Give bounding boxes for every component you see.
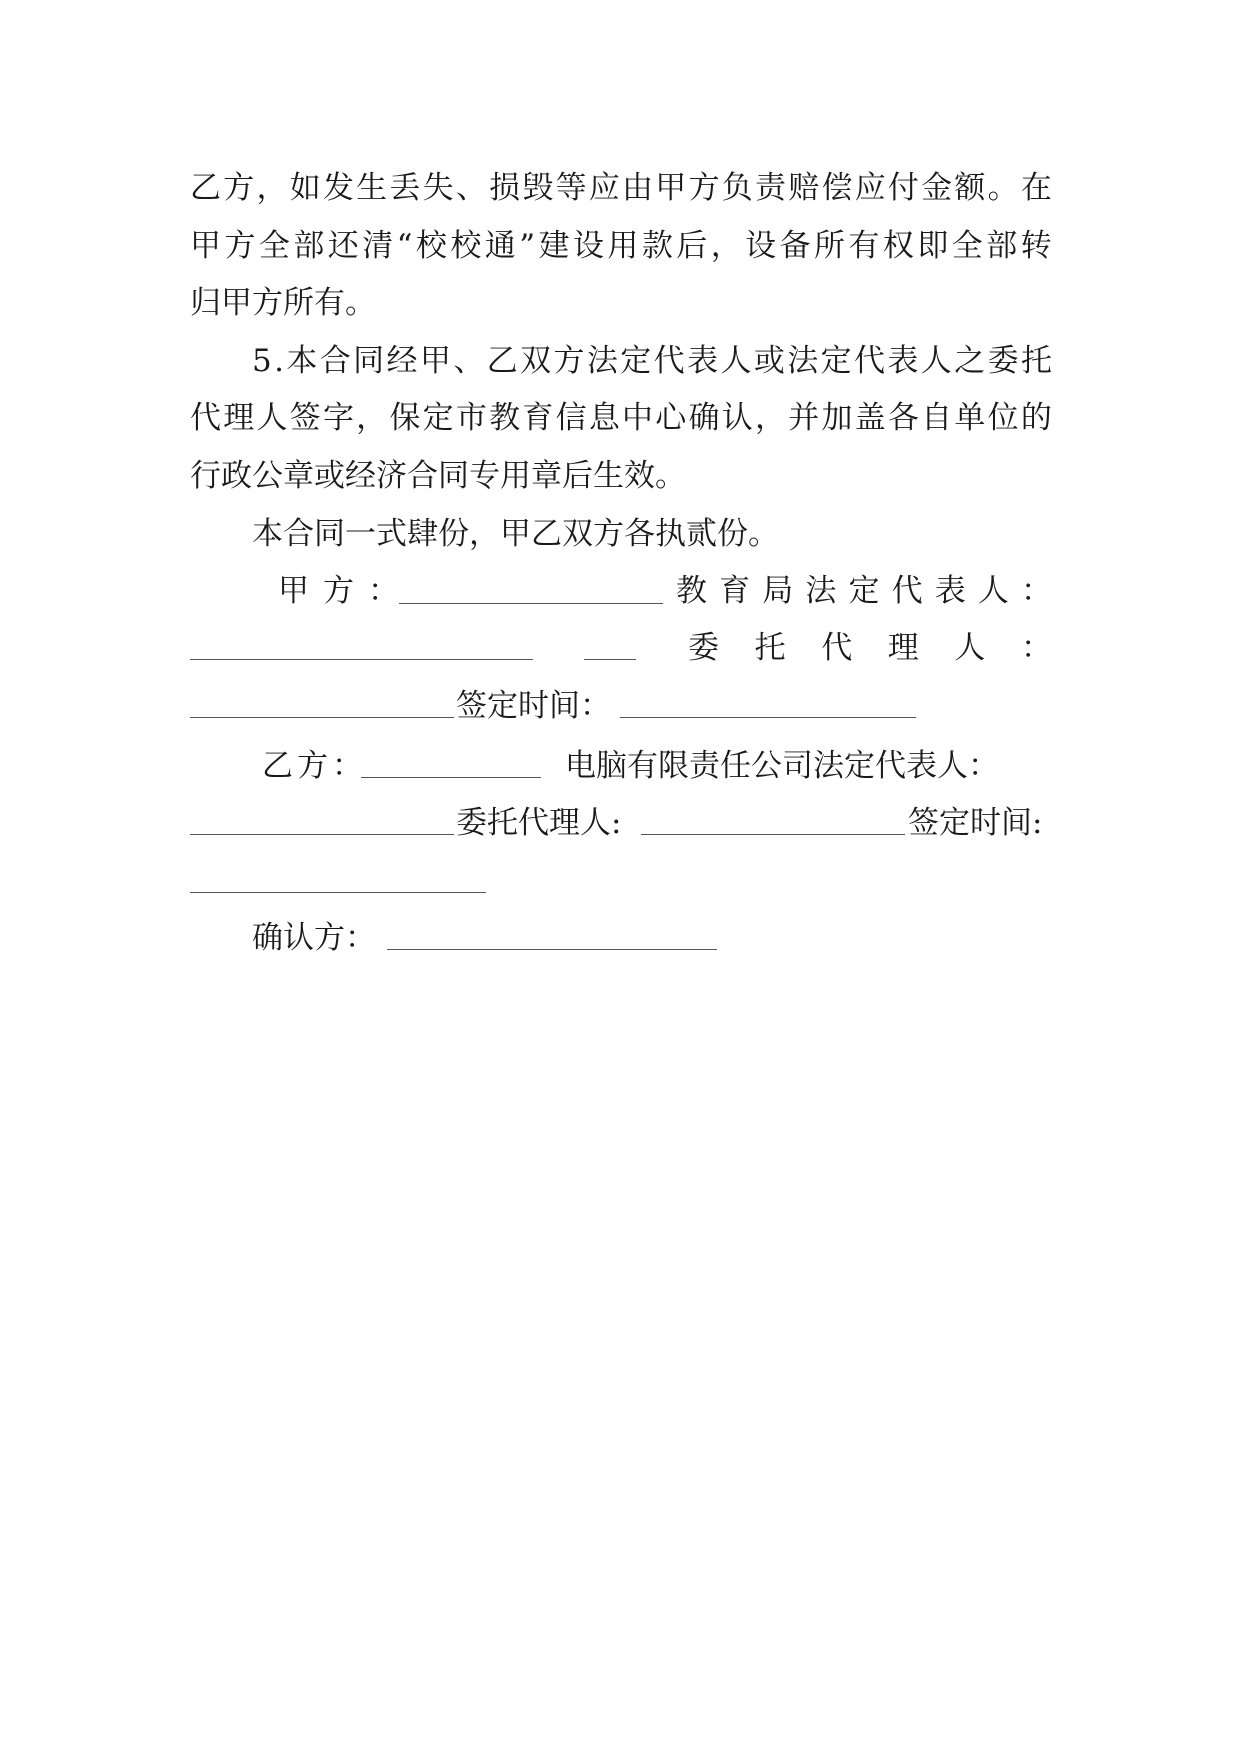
- party-b-agent-blank[interactable]: [641, 806, 905, 835]
- char: 。: [987, 170, 1019, 206]
- char: 乙: [190, 170, 221, 206]
- char: 部: [986, 228, 1018, 264]
- paragraph-2-line-1: [252, 341, 1052, 381]
- party-b-date-blank[interactable]: [190, 864, 486, 893]
- char: 心: [655, 400, 687, 436]
- char: 委: [688, 630, 719, 666]
- char: 委: [987, 343, 1019, 379]
- char: 字: [322, 400, 354, 436]
- char: 人: [954, 630, 986, 666]
- char: 代: [854, 343, 886, 379]
- char: 全: [951, 228, 983, 264]
- char: 校: [415, 228, 447, 264]
- char: 各: [887, 400, 919, 436]
- char: 育: [719, 573, 751, 609]
- char: 的: [1020, 400, 1052, 436]
- char: 保: [389, 400, 421, 436]
- char: 代: [190, 400, 221, 436]
- char: 育: [522, 400, 554, 436]
- party-a-rep-blank[interactable]: [190, 631, 533, 660]
- char: 盖: [854, 400, 886, 436]
- char: 认: [721, 400, 753, 436]
- char: 并: [788, 400, 820, 436]
- char: 人: [256, 400, 288, 436]
- confirm-label: 确认方：: [252, 920, 376, 956]
- char: 转: [1020, 228, 1052, 264]
- paragraph-3: 本合同一式肆份，甲乙双方各执贰份。: [252, 516, 779, 552]
- char: 偿: [821, 170, 853, 206]
- char: 表: [887, 343, 919, 379]
- char: .: [274, 343, 284, 379]
- confirm-blank[interactable]: [387, 921, 717, 950]
- char: 之: [954, 343, 986, 379]
- party-b-label: 乙方：: [262, 748, 367, 784]
- char: 托: [754, 630, 786, 666]
- char: 责: [754, 170, 786, 206]
- char: 即: [917, 228, 949, 264]
- char: 甲: [655, 170, 687, 206]
- char: 理: [887, 630, 919, 666]
- char: 建: [538, 228, 570, 264]
- char: 信: [555, 400, 587, 436]
- party-b-blank[interactable]: [361, 749, 541, 778]
- char: 在: [1020, 170, 1052, 206]
- char: 如: [289, 170, 321, 206]
- char: 代: [891, 573, 923, 609]
- char: 生: [356, 170, 388, 206]
- paragraph-1-line-2: [190, 226, 1052, 266]
- char: ，: [356, 400, 388, 436]
- char: 确: [688, 400, 720, 436]
- party-b-rep-label: 电脑有限责任公司法定代表人：: [565, 748, 999, 784]
- char: 方: [224, 228, 256, 264]
- char: 有: [848, 228, 880, 264]
- char: 后: [676, 228, 708, 264]
- char: 权: [882, 228, 914, 264]
- char: 等: [555, 170, 587, 206]
- char: 息: [588, 400, 620, 436]
- char: 市: [455, 400, 487, 436]
- char: 所: [814, 228, 846, 264]
- char: 、: [455, 170, 487, 206]
- party-a-agent-blank[interactable]: [190, 689, 454, 718]
- char: 应: [854, 170, 886, 206]
- char: 单: [954, 400, 986, 436]
- char: 双: [520, 343, 552, 379]
- char: 自: [921, 400, 953, 436]
- char: 局: [762, 573, 794, 609]
- char: ，: [754, 400, 786, 436]
- char: 定: [422, 400, 454, 436]
- party-b-agent-label: 委托代理人:: [456, 805, 622, 841]
- char: 丢: [389, 170, 421, 206]
- party-a-date-blank[interactable]: [620, 689, 916, 718]
- char: 表: [687, 343, 719, 379]
- char: 方: [223, 170, 255, 206]
- char: 方: [553, 343, 585, 379]
- char: 定: [848, 573, 880, 609]
- char: 甲: [190, 228, 221, 264]
- char: 损: [489, 170, 521, 206]
- char: 中: [622, 400, 654, 436]
- char: 人: [720, 343, 752, 379]
- party-b-date-label: 签定时间:: [908, 805, 1043, 841]
- party-a-date-label: 签定时间：: [456, 688, 611, 724]
- char: 额: [954, 170, 986, 206]
- char: 部: [293, 228, 325, 264]
- char: 毁: [522, 170, 554, 206]
- char: 甲: [419, 343, 451, 379]
- char: 方: [688, 170, 720, 206]
- char: 清: [362, 228, 394, 264]
- char: 或: [753, 343, 785, 379]
- char: 发: [322, 170, 354, 206]
- char: 、: [453, 343, 485, 379]
- party-a-rep-blank-tail[interactable]: [584, 631, 636, 660]
- char: 同: [353, 343, 385, 379]
- char: 金: [921, 170, 953, 206]
- char: 人: [920, 343, 952, 379]
- char: 代: [821, 630, 853, 666]
- char: 应: [588, 170, 620, 206]
- char: 款: [641, 228, 673, 264]
- party-a-rep-label: [676, 571, 1052, 611]
- party-a-agent-label: [688, 628, 1052, 668]
- char: 教: [676, 573, 707, 609]
- char: 备: [779, 228, 811, 264]
- char: 负: [721, 170, 753, 206]
- char: 设: [572, 228, 604, 264]
- char: 设: [745, 228, 777, 264]
- char: 理: [223, 400, 255, 436]
- char: 定: [820, 343, 852, 379]
- char: 由: [622, 170, 654, 206]
- paragraph-2-line-2: [190, 398, 1052, 438]
- char: 还: [327, 228, 359, 264]
- char: 合: [319, 343, 351, 379]
- char: 赔: [788, 170, 820, 206]
- char: 乙: [486, 343, 518, 379]
- party-a-label: 甲方：: [278, 573, 413, 609]
- char: 失: [422, 170, 454, 206]
- paragraph-2-line-3: 行政公章或经济合同专用章后生效。: [190, 458, 686, 494]
- paragraph-1-line-3: 归甲方所有。: [190, 285, 376, 321]
- char: 法: [586, 343, 618, 379]
- char: 法: [787, 343, 819, 379]
- party-a-blank[interactable]: [399, 575, 663, 604]
- char: 通: [484, 228, 516, 264]
- char: 表: [934, 573, 966, 609]
- char: 经: [386, 343, 418, 379]
- char: 全: [258, 228, 290, 264]
- char: 定: [620, 343, 652, 379]
- char: ，: [256, 170, 288, 206]
- char: 用: [607, 228, 639, 264]
- char: 位: [987, 400, 1019, 436]
- char: 人: [977, 573, 1009, 609]
- paragraph-1-line-1: [190, 168, 1052, 208]
- char: 加: [821, 400, 853, 436]
- char: 5: [252, 343, 272, 379]
- char: 教: [489, 400, 521, 436]
- char: 法: [805, 573, 837, 609]
- char: 托: [1020, 343, 1052, 379]
- char: “: [396, 228, 413, 264]
- char: 付: [887, 170, 919, 206]
- char: ，: [710, 228, 742, 264]
- party-b-rep-blank[interactable]: [190, 806, 454, 835]
- char: 校: [450, 228, 482, 264]
- char: ：: [1021, 573, 1052, 609]
- char: 代: [653, 343, 685, 379]
- char: ”: [519, 228, 536, 264]
- char: 签: [289, 400, 321, 436]
- char: 本: [286, 343, 318, 379]
- char: ：: [1020, 630, 1052, 666]
